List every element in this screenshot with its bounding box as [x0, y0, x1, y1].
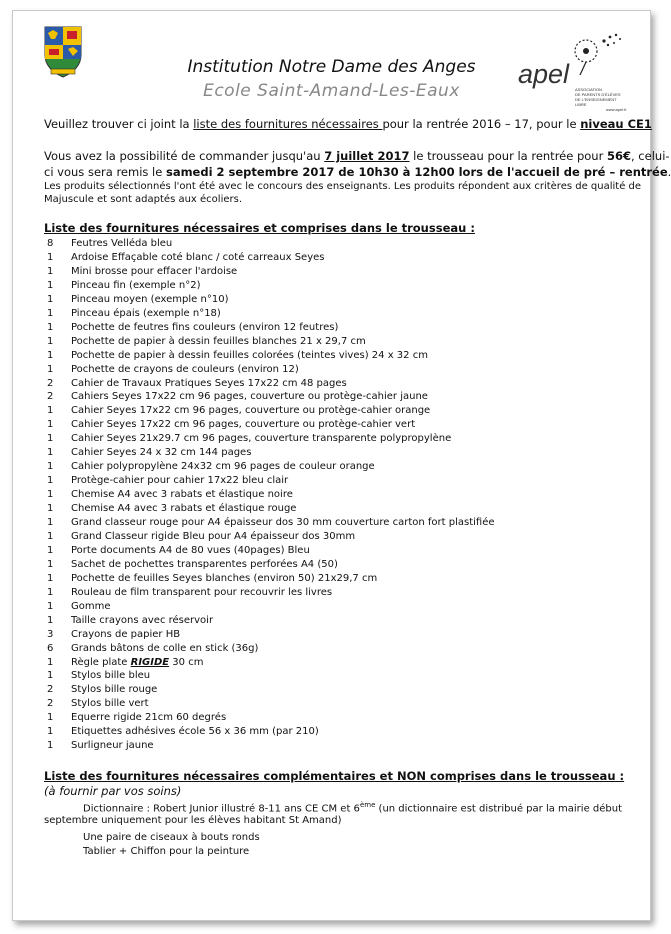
scissors-line: Une paire de ciseaux à bouts ronds [83, 832, 260, 843]
item-label: Pinceau fin (exemple n°2) [71, 279, 201, 291]
intro-line-1: Veuillez trouver ci joint la liste des fournitures nécessaires pour la rentrée 2016 – 17, pour le niveau CE1 [44, 117, 652, 131]
item-quantity: 1 [47, 335, 54, 347]
item-quantity: 1 [47, 656, 54, 668]
item-label: Surligneur jaune [71, 740, 154, 752]
item-quantity: 6 [47, 642, 54, 654]
item-quantity: 8 [47, 238, 54, 249]
item-label: Pochette de crayons de couleurs (environ 12) [71, 363, 299, 375]
item-quantity: 3 [47, 628, 54, 640]
item-label: Cahier Seyes 21x29.7 cm 96 pages, couverture transparente polypropylène [71, 433, 452, 445]
item-quantity: 1 [47, 503, 54, 515]
item-label: Cahier polypropylène 24x32 cm 96 pages de couleur orange [71, 461, 375, 473]
apel-wordmark: apel [518, 59, 570, 89]
section2-note: (à fournir par vos soins) [44, 784, 182, 798]
item-quantity: 1 [47, 530, 54, 542]
item-quantity: 1 [47, 363, 54, 375]
item-quantity: 1 [47, 558, 54, 570]
item-quantity: 1 [47, 712, 54, 724]
item-quantity: 2 [47, 391, 54, 403]
item-label: Taille crayons avec réservoir [71, 614, 214, 626]
apron-line: Tablier + Chiffon pour la peinture [83, 846, 250, 857]
item-label: Règle plate RIGIDE 30 cm [71, 656, 204, 668]
item-label: Pochette de papier à dessin feuilles colorées (teintes vives) 24 x 32 cm [71, 349, 428, 361]
dandelion-icon [570, 29, 626, 75]
apel-caption: ASSOCIATION DE PARENTS D'ÉLÈVES DE L'ENSEIGNEMENT LIBRE [575, 87, 621, 107]
item-quantity: 1 [47, 293, 54, 305]
school-title: Institution Notre Dame des Anges [187, 57, 476, 77]
item-label: Pinceau épais (exemple n°18) [71, 307, 221, 319]
item-label: Sachet de pochettes transparentes perforées A4 (50) [71, 558, 338, 570]
item-quantity: 1 [47, 517, 54, 528]
intro-line-4: Les produits sélectionnés l'ont été avec le concours des enseignants. Les produits répondent aux critères de qualité de [44, 181, 642, 192]
item-label: Gomme [71, 600, 111, 612]
item-label: Stylos bille rouge [71, 684, 158, 696]
item-quantity: 1 [47, 475, 54, 487]
item-quantity: 1 [47, 433, 54, 445]
item-label: Pochette de feuilles Seyes blanches (environ 50) 21x29,7 cm [71, 572, 378, 584]
dictionary-line-2: septembre uniquement pour les élèves habitant St Amand) [44, 815, 342, 826]
item-label: Mini brosse pour effacer l'ardoise [71, 265, 238, 277]
item-label: Chemise A4 avec 3 rabats et élastique noire [71, 489, 293, 501]
item-label: Feutres Velléda bleu [71, 238, 173, 249]
item-label: Grands bâtons de colle en stick (36g) [71, 642, 259, 654]
item-quantity: 2 [47, 377, 54, 389]
item-quantity: 1 [47, 307, 54, 319]
item-label: Cahier Seyes 17x22 cm 96 pages, couverture ou protège-cahier orange [71, 405, 431, 417]
item-quantity: 1 [47, 321, 54, 333]
item-quantity: 1 [47, 586, 54, 598]
item-label: Stylos bille vert [71, 698, 149, 710]
item-quantity: 1 [47, 279, 54, 291]
item-label: Etiquettes adhésives école 56 x 36 mm (par 210) [71, 726, 319, 738]
item-label: Cahier de Travaux Pratiques Seyes 17x22 cm 48 pages [71, 377, 347, 389]
school-subtitle: Ecole Saint-Amand-Les-Eaux [203, 81, 460, 101]
item-label: Ardoise Effaçable coté blanc / coté carreaux Seyes [71, 251, 325, 263]
item-quantity: 1 [47, 489, 54, 501]
item-quantity: 1 [47, 600, 54, 612]
item-label: Porte documents A4 de 80 vues (40pages) Bleu [71, 544, 310, 556]
item-quantity: 1 [47, 614, 54, 626]
item-label: Crayons de papier HB [71, 628, 181, 640]
item-label: Pinceau moyen (exemple n°10) [71, 293, 229, 305]
item-quantity: 1 [47, 405, 54, 417]
item-quantity: 1 [47, 740, 54, 752]
item-label: Grand classeur rouge pour A4 épaisseur dos 30 mm couverture carton fort plastifiée [71, 517, 495, 528]
item-quantity: 1 [47, 726, 54, 738]
item-label: Equerre rigide 21cm 60 degrés [71, 712, 227, 724]
item-label: Protège-cahier pour cahier 17x22 bleu clair [71, 475, 289, 487]
item-quantity: 2 [47, 684, 54, 696]
item-quantity: 1 [47, 265, 54, 277]
item-quantity: 2 [47, 698, 54, 710]
intro-line-5: Majuscule et sont adaptés aux écoliers. [44, 194, 242, 205]
item-quantity: 1 [47, 349, 54, 361]
item-quantity: 1 [47, 461, 54, 473]
item-quantity: 1 [47, 670, 54, 682]
intro-line-3: ci vous sera remis le samedi 2 septembre 2017 de 10h30 à 12h00 lors de l'accueil de pré – rentrée. [44, 165, 671, 179]
item-label: Grand Classeur rigide Bleu pour A4 épaisseur dos 30mm [71, 530, 356, 542]
apel-logo [518, 29, 628, 113]
item-label: Cahier Seyes 24 x 32 cm 144 pages [71, 447, 252, 459]
item-quantity: 1 [47, 544, 54, 556]
apel-url: www.apel.fr [606, 107, 627, 112]
item-label: Cahiers Seyes 17x22 cm 96 pages, couverture ou protège-cahier jaune [71, 391, 428, 403]
item-label: Stylos bille bleu [71, 670, 151, 682]
section2-title: Liste des fournitures nécessaires complémentaires et NON comprises dans le trousseau : [44, 769, 625, 783]
item-label: Pochette de feutres fins couleurs (environ 12 feutres) [71, 321, 339, 333]
item-quantity: 1 [47, 251, 54, 263]
document-page [12, 10, 671, 921]
item-quantity: 1 [47, 572, 54, 584]
item-quantity: 1 [47, 447, 54, 459]
section1-title: Liste des fournitures nécessaires et comprises dans le trousseau : [44, 221, 475, 235]
item-quantity: 1 [47, 419, 54, 431]
item-label: Chemise A4 avec 3 rabats et élastique rouge [71, 503, 297, 515]
intro-line-2: Vous avez la possibilité de commander jusqu'au 7 juillet 2017 le trousseau pour la rentrée pour 56€, celui- [44, 149, 670, 163]
item-label: Cahier Seyes 17x22 cm 96 pages, couverture ou protège-cahier vert [71, 419, 416, 431]
dictionary-line: Dictionnaire : Robert Junior illustré 8-11 ans CE CM et 6ème (un dictionnaire est distribué par la mairie début [83, 801, 623, 815]
item-label: Pochette de papier à dessin feuilles blanches 21 x 29,7 cm [71, 335, 366, 347]
item-label: Rouleau de film transparent pour recouvrir les livres [71, 586, 333, 598]
